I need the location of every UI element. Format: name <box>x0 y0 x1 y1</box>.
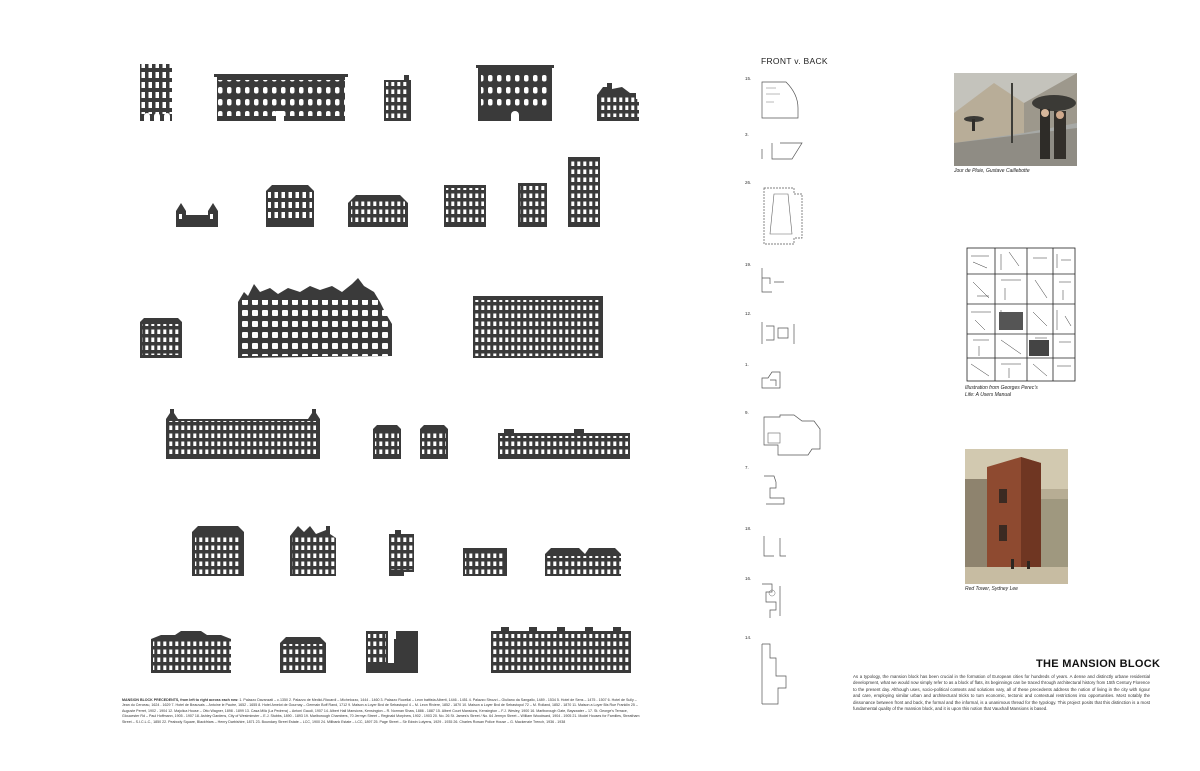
facade-8 <box>348 195 408 227</box>
plan-drawing <box>758 640 808 708</box>
facade-1 <box>140 64 172 121</box>
perec-illustration <box>965 246 1077 383</box>
plan-number: 9. <box>745 410 749 415</box>
plan-number: 19. <box>745 262 752 267</box>
facade-2 <box>214 74 348 121</box>
facade-21 <box>389 530 414 576</box>
facade-27 <box>491 627 631 673</box>
essay-text: As a typology, the mansion block has been crucial in the formation of European cities for hundreds of years. A dense and distinctly urbane residential development, what we would now simply refer to as a block of flats, its beginnings can be traced through architectural history from 15th Century Florence to the present day. Although uses, socio-political contexts and solutions vary, all of these precedents address the notion of living in the city with rigour and care, employing similar urban and architectural tricks to turn economic, tectonic and contextual restrictions into opportunities. Most notably the dissonance between front and back, the formal and the informal, is a unanimous thread for the typology. This project posits that this distinction is a most fundamental quality of the mansion block, and it is upon this notion that Vauxhall Mansions is based. <box>853 674 1150 712</box>
facade-22 <box>463 548 507 576</box>
plan-drawing <box>758 366 798 394</box>
red-tower-caption: Red Tower, Sydney Lee <box>965 586 1018 592</box>
facade-5 <box>597 83 642 121</box>
facade-3 <box>384 75 411 121</box>
perec-caption-line1: Illustration from Georges Perec’s <box>965 385 1038 391</box>
facade-20 <box>290 526 342 576</box>
plan-drawing <box>758 316 808 350</box>
plan-number: 12. <box>745 311 752 316</box>
plan-drawing <box>758 470 798 510</box>
plan-drawing <box>758 264 798 298</box>
facade-18 <box>498 429 630 459</box>
facade-4 <box>476 65 554 121</box>
front-back-title: FRONT v. BACK <box>761 56 828 66</box>
caption-heading: MANSION BLOCK PRECEDENTS, from left to right across each row: <box>122 698 239 702</box>
facade-11 <box>568 157 600 227</box>
facade-10 <box>518 183 547 227</box>
facade-15 <box>166 409 320 459</box>
caption-body: 1. Palazzo Davanzati – c.1350 2. Palazzo de Medici-Riccardi – Michelozzo, 1444 - 1460 3. Palazzo Rucellai – Leon battista Alberti, 1446 - 1451 4. Palazzo Strozzi – Giuliano da Sangallo, 1489 - 1534 5. Hotel de Sens – 1475 - 1507 6. Hotel de Sully – Jean du Cerceau, 1624 - 1629 7. Hotel de Beauvais – Antoine le Pautre, 1652 - 1655 8. Hotel Amelot de Gournay – Germain Boff Rand, 1712 9. Maison a Loyer Bvd de Sebastopol 4 – M. Leon Riviere, 1852 - 1870 10. Maison a Loyer Bvd de Sebastopol 72 – M. Rolland, 1852 - 1870 11. Maison a Loyer Bis Rue Franklin 25 – Auguste Perret, 1902 - 1904 12. Majolica House – Otto Wagner, 1898 - 1899 13. Casa Milà (La Pedrera) – Antoni Gaudí, 1907 14. Albert Hall Mansions, Kensington – R. Norman Shaw, 1886 - 1887 15. Albert Court Mansions, Kensington – F.J. Wesley, 1900 16. Marlborough Gate, Bayswater – 17. St. George’s Terrace, Gloucester Rd – Paul Hoffmann, 1905 - 1907 18. Ashley Gardens, City of Westminster – E.J. Stubbs, 1890 - 1893 19. Marlborough Chambers, 70 Jermyn Street – Reginald Morphew, 1902 - 1903 20. No. 26 St. James’s Street / No. 64 Jermyn Street – William Woodward, 1904 - 1905 21. Model Houses for Families, Streatham Street – S.I.C.L.C., 1850 22. Peabody Square, Blackfriars – Henry Darbishire, 1871 23. Boundary Street Estate – LCC, 1900 24. Millbank Estate – LCC, 1897 25. Page Street – Sir Edwin Lutyens, 1929 - 1935 26. Charles Rowan Police House – G. Mackenzie Trench, 1936 - 1938 <box>122 698 640 724</box>
facade-23 <box>545 548 625 576</box>
facade-7 <box>266 185 314 227</box>
plan-number: 18. <box>745 526 752 531</box>
facade-13 <box>238 278 392 358</box>
facade-24 <box>151 631 245 673</box>
facade-16 <box>373 425 401 459</box>
facade-9 <box>444 185 486 227</box>
page-title: THE MANSION BLOCK <box>1036 658 1161 670</box>
plan-number: 3. <box>745 132 749 137</box>
facade-26 <box>366 631 444 673</box>
plan-number: 1. <box>745 362 749 367</box>
facade-6 <box>176 203 218 227</box>
plan-number: 16. <box>745 576 752 581</box>
plan-drawing <box>758 530 798 564</box>
plan-drawing <box>758 580 798 622</box>
plan-drawing <box>758 413 828 457</box>
caillebotte-caption: Jour de Pluie, Gustave Caillebotte <box>954 168 1030 174</box>
plan-drawing <box>758 78 802 124</box>
plan-drawing <box>758 135 808 165</box>
plan-number: 26. <box>745 180 752 185</box>
facade-25 <box>280 637 326 673</box>
precedents-caption <box>122 698 642 725</box>
facade-17 <box>420 425 448 459</box>
caillebotte-painting <box>954 73 1077 166</box>
plan-number: 14. <box>745 635 752 640</box>
red-tower-painting <box>965 449 1068 584</box>
plan-number: 7. <box>745 465 749 470</box>
facade-14 <box>473 296 603 358</box>
plan-number: 15. <box>745 76 752 81</box>
perec-caption <box>965 385 1038 399</box>
facade-19 <box>192 526 244 576</box>
facade-12 <box>140 318 182 358</box>
plan-drawing <box>758 182 814 252</box>
perec-caption-line2: Life: A Users Manual <box>965 392 1012 398</box>
